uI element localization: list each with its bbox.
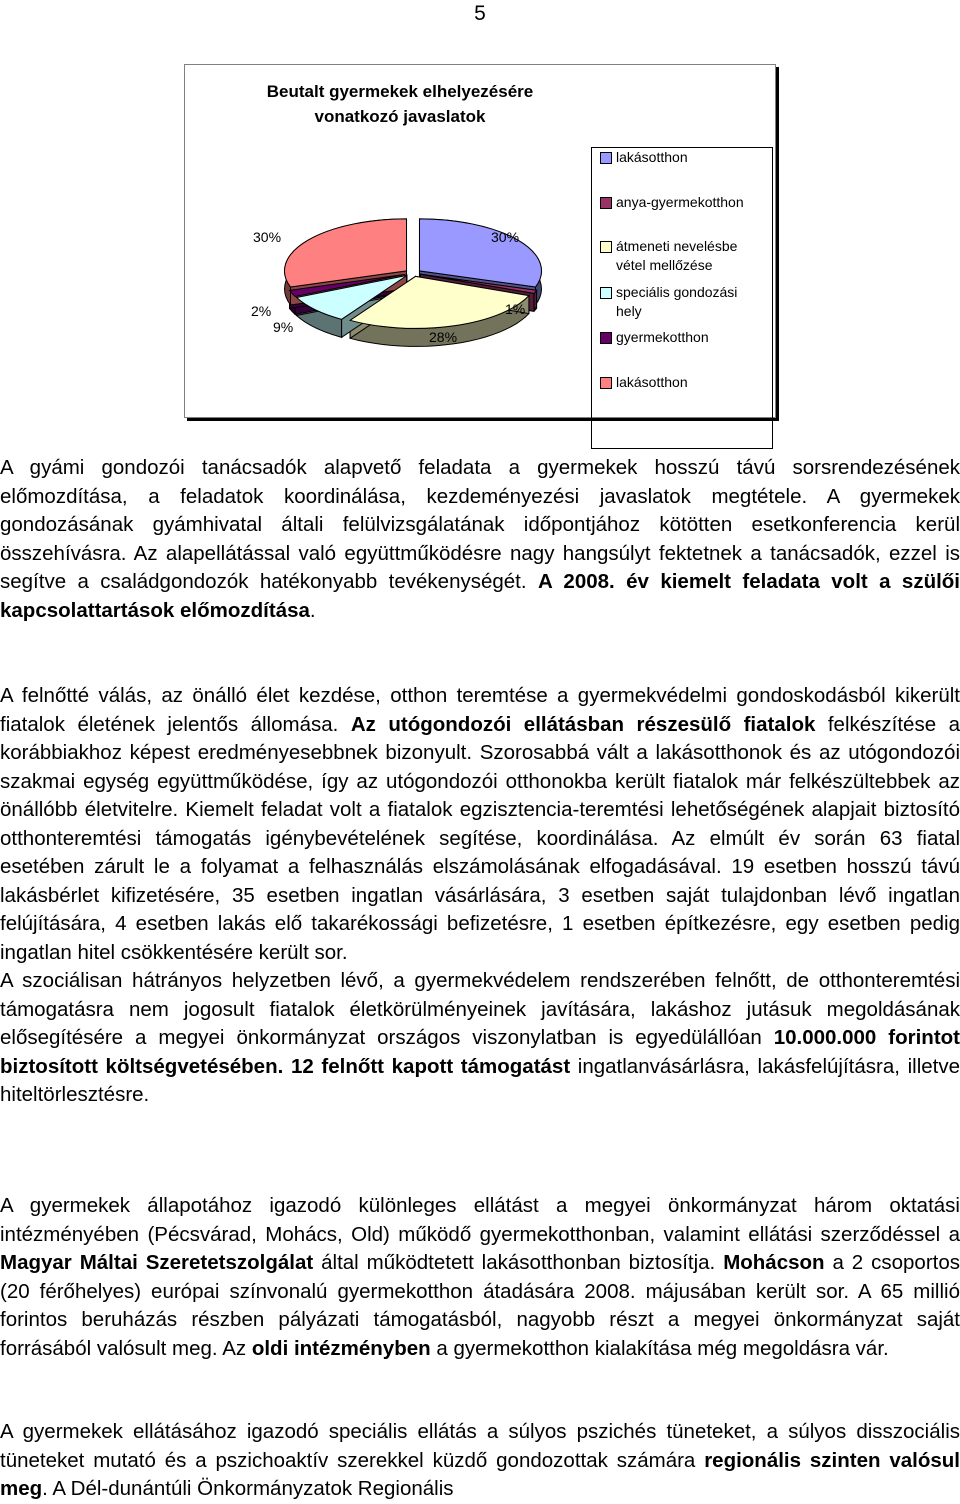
legend-label: anya-gyermekotthon (616, 194, 744, 210)
page-number: 5 (474, 2, 486, 25)
text-run: A felnőtté válás, az önálló élet kezdése, otthon teremtése a gyermekvédelmi gondoskodásból kikerült fiatalok életének jelentős állomása. (0, 684, 960, 736)
text-run: által működtetett lakásotthonban biztosítja. (313, 1251, 724, 1274)
paragraph-tanacsadok (0, 454, 960, 625)
pie-chart (184, 64, 776, 418)
pie-plot (185, 65, 591, 417)
bold-run: oldi intézményben (251, 1336, 431, 1360)
paragraph-utogondozas (0, 682, 960, 1110)
bold-run: 10.000.000 forintot biztosított költségvetésében. 12 felnőtt kapott támogatást (0, 1026, 960, 1078)
legend-swatch (600, 287, 612, 299)
legend-swatch (600, 241, 612, 253)
paragraph-specialis-ellatas (0, 1418, 960, 1504)
text-run: . (309, 598, 316, 622)
legend-label: speciális gondozási hely (616, 284, 738, 319)
paragraph-kulonleges-ellatas (0, 1192, 960, 1363)
bold-run: Magyar Máltai Szeretetszolgálat (0, 1251, 314, 1274)
bold-run: regionális szinten valósul meg (0, 1448, 960, 1500)
legend-label: gyermekotthon (616, 329, 709, 345)
legend-swatch (600, 332, 612, 344)
legend-label: átmeneti nevelésbe vétel mellőzése (616, 238, 738, 273)
chart-title: Beutalt gyermekek elhelyezésére vonatkozó javaslatok (266, 82, 534, 126)
bold-run: Mohácson (723, 1251, 825, 1274)
legend-swatch (600, 197, 612, 209)
text-run: a gyermekotthon kialakítása még megoldásra vár. (430, 1336, 889, 1360)
text-run: . A Dél-dunántúli Önkormányzatok Regionális (42, 1477, 454, 1500)
slice-label-specialis: 9% (273, 319, 294, 335)
text-run: A gyámi gondozói tanácsadók alapvető feladata a gyermekek hosszú távú sorsrendezésének előmozdítása, a feladatok koordinálása, kezdeményezési javaslatok megtétele. A gyermekek gondozásának gyámhivatal általi felülvizsgálatának időpontjához kötötten esetkonferencia kerül összehívásra. Az alapellátással való együttműködésre nagy hangsúlyt fektetnek a tanácsadók, ezzel is segítve a családgondozók hatékonyabb tevékenységét. (0, 456, 960, 593)
text-run: A gyermekek ellátásához igazodó speciális ellátás a súlyos pszichés tüneteket, a súlyos disszociális tüneteket mutató és a pszichoaktív szerekkel küzdő gondozottak számára (0, 1420, 960, 1472)
slice-label-atmeneti: 28% (429, 329, 458, 345)
text-run: a 2 csoportos (20 férőhelyes) európai színvonalú gyermekotthon átadására 2008. májusában került sor. A 65 millió forintos beruházás részben pályázati támogatásból, nagyobb részt a megyei önkormányzat saját forrásából valósult meg. Az (0, 1251, 960, 1360)
legend-label: lakásotthon (616, 374, 688, 390)
legend-swatch (600, 152, 612, 164)
slice-label-anya-gyermekotthon: 1% (505, 301, 526, 317)
legend-swatch (600, 377, 612, 389)
text-run: A szociálisan hátrányos helyzetben lévő, a gyermekvédelem rendszerében felnőtt, de otthonteremtési támogatásra nem jogosult fiatalok életkörülményeinek javítására, lakáshoz jutásuk megoldásának elősegítésére a megyei önkormányzat országos viszonylatban is egyedülállóan (0, 969, 960, 1049)
bold-run: Az utógondozói ellátásban részesülő fiatalok (350, 712, 816, 736)
slice-label-lakasotthon-2: 30% (253, 229, 282, 245)
bold-run: A 2008. év kiemelt feladata volt a szülői kapcsolattartások előmozdítása (0, 570, 960, 622)
text-run: felkészítése a korábbiakhoz képest eredményesebbnek bizonyult. Szorosabbá vált a lakásotthonok és az utógondozói szakmai egység együttműködése, így az utógondozói otthonokba került fiatalok már felkészültebbek az önállóbb életvitelre. Kiemelt feladat volt a fiatalok egzisztencia-teremtési lehetőségének alapjait biztosító otthonteremtési támogatás igénybevételének segítése, koordinálása. Az elmúlt év során 63 fiatal esetében zárult le a folyamat a felhasználás elszámolásának elfogadásával. 19 esetben hosszú távú lakásbérlet kifizetésére, 35 esetben ingatlan vásárlására, 3 esetben saját tulajdonban lévő ingatlan felújítására, 4 esetben lakás elő takarékossági befizetésre, 1 esetben építkezésre, egy esetben pedig ingatlan hitel csökkentésére került sor. (0, 712, 960, 964)
text-run: ingatlanvásárlásra, lakásfelújításra, illetve hiteltörlesztésre. (0, 1054, 960, 1106)
slice-label-lakasotthon: 30% (491, 229, 520, 245)
chart-legend (591, 147, 773, 449)
text-run: A gyermekek állapotához igazodó különleges ellátást a megyei önkormányzat három oktatási intézményében (Pécsvárad, Mohács, Old) működő gyermekotthonban, valamint ellátási szerződéssel a (0, 1194, 960, 1246)
legend-label: lakásotthon (616, 149, 688, 165)
slice-label-gyermekotthon: 2% (251, 303, 272, 319)
